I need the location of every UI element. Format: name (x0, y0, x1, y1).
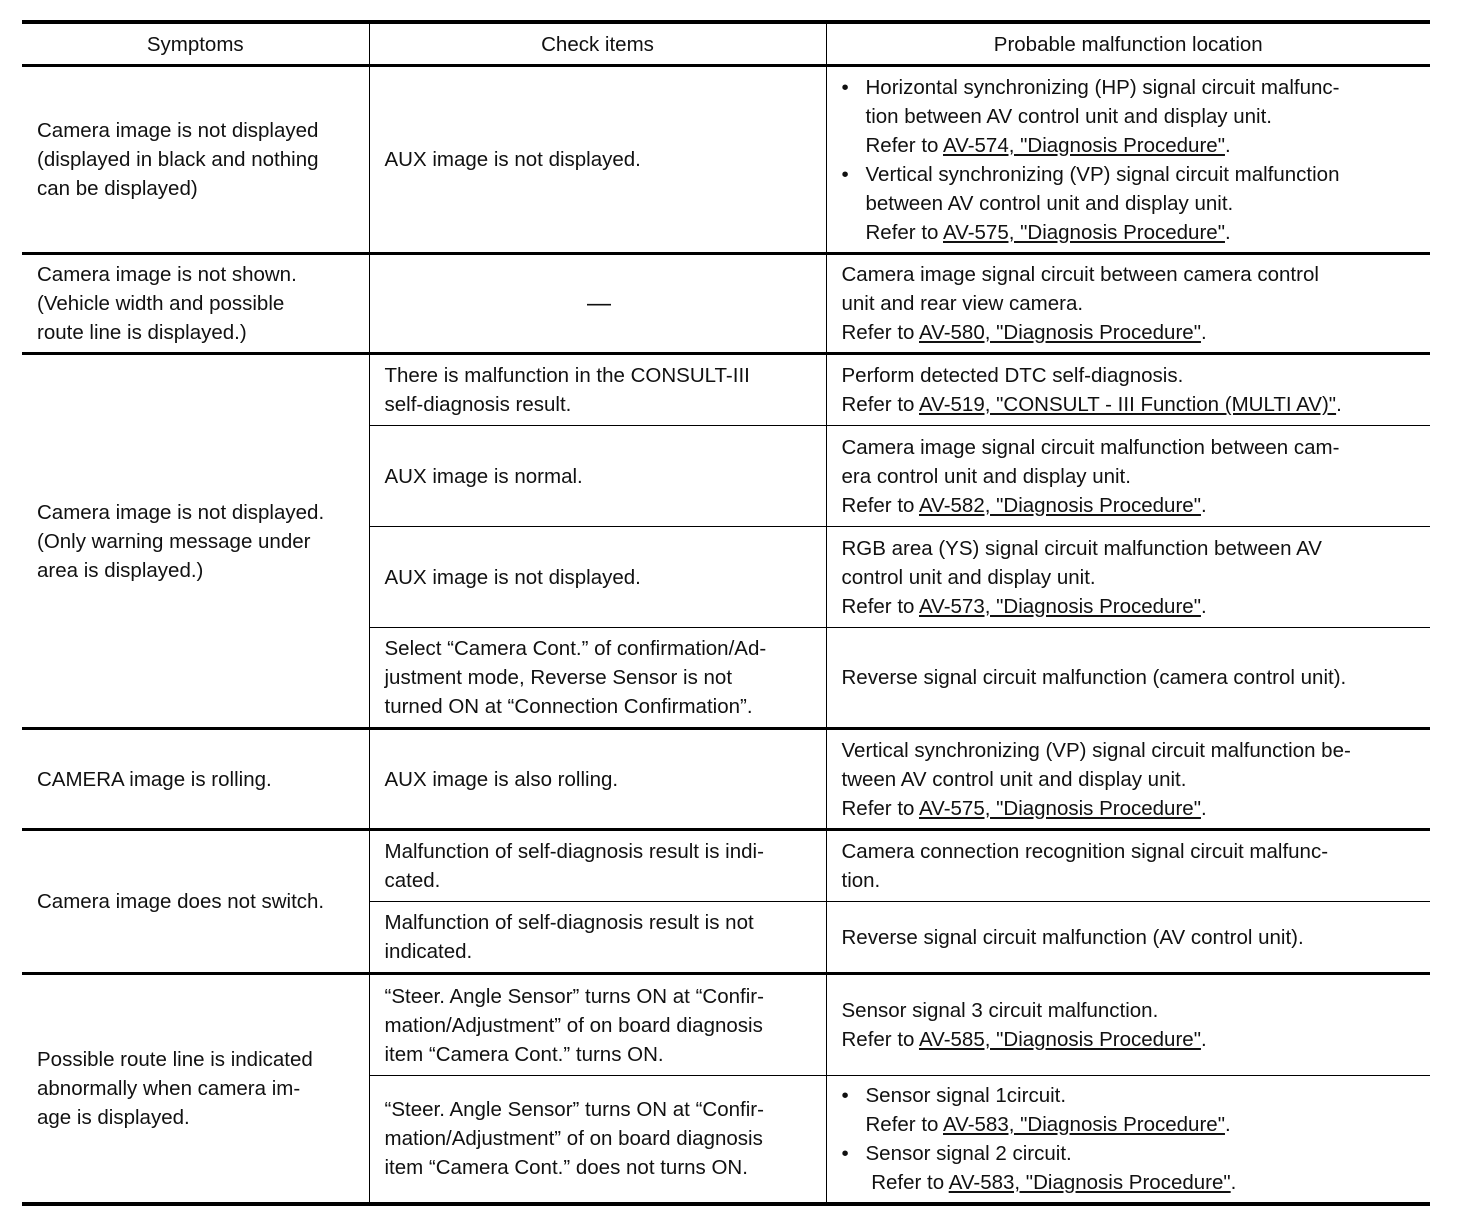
bullet-list (842, 1081, 1419, 1197)
location-cell: Reverse signal circuit malfunction (AV control unit). (826, 902, 1430, 974)
reference-link[interactable]: AV-585, "Diagnosis Procedure" (919, 1028, 1201, 1051)
header-probable-location: Probable malfunction location (826, 22, 1430, 66)
bullet-list (842, 73, 1419, 247)
bullet-item: • Sensor signal 2 circuit. Refer to AV-583, "Diagnosis Procedure". (842, 1139, 1419, 1197)
table-row (22, 254, 1430, 354)
diagnosis-table (22, 20, 1430, 1206)
reference-link[interactable]: AV-580, "Diagnosis Procedure" (919, 321, 1201, 344)
location-cell (826, 1076, 1430, 1204)
location-cell: Reverse signal circuit malfunction (camera control unit). (826, 628, 1430, 729)
check-item-cell: Select “Camera Cont.” of confirmation/Ad- justment mode, Reverse Sensor is not turned ON at “Connection Confirmation”. (369, 628, 826, 729)
check-item-cell: “Steer. Angle Sensor” turns ON at “Confir- mation/Adjustment” of on board diagnosis item “Camera Cont.” turns ON. (369, 974, 826, 1076)
reference-link[interactable]: AV-573, "Diagnosis Procedure" (919, 594, 1201, 618)
check-item-cell: AUX image is not displayed. (369, 527, 826, 628)
bullet-item: • Horizontal synchronizing (HP) signal circuit malfunc- tion between AV control unit and display unit. Refer to AV-574, "Diagnosis Procedure". (842, 73, 1419, 160)
check-item-cell: — (369, 254, 826, 354)
reference-link[interactable]: AV-575, "Diagnosis Procedure" (919, 796, 1201, 820)
location-cell: Camera image signal circuit malfunction between cam- era control unit and display unit. Refer to AV-582, "Diagnosis Procedure". (826, 426, 1430, 527)
check-item-cell: AUX image is normal. (369, 426, 826, 527)
location-cell (826, 66, 1430, 254)
check-item-cell: AUX image is also rolling. (369, 729, 826, 830)
location-cell: Vertical synchronizing (VP) signal circuit malfunction be- tween AV control unit and display unit. Refer to AV-575, "Diagnosis Procedure". (826, 729, 1430, 830)
reference-link[interactable]: AV-582, "Diagnosis Procedure" (919, 493, 1201, 517)
reference-link[interactable]: AV-519, "CONSULT - III Function (MULTI AV)" (919, 393, 1337, 416)
table-row (22, 354, 1430, 426)
check-item-cell: Malfunction of self-diagnosis result is not indicated. (369, 902, 826, 974)
header-check-items: Check items (369, 22, 826, 66)
check-item-cell: AUX image is not displayed. (369, 66, 826, 254)
symptom-cell: Camera image is not displayed (displayed in black and nothing can be displayed) (22, 66, 369, 254)
bullet-item: • Vertical synchronizing (VP) signal circuit malfunction between AV control unit and display unit. Refer to AV-575, "Diagnosis Procedure". (842, 160, 1419, 247)
symptom-cell: Camera image does not switch. (22, 830, 369, 974)
location-cell: Sensor signal 3 circuit malfunction. Refer to AV-585, "Diagnosis Procedure". (826, 974, 1430, 1076)
reference-link[interactable]: AV-583, "Diagnosis Procedure" (948, 1170, 1231, 1194)
symptom-cell: Camera image is not shown. (Vehicle width and possible route line is displayed.) (22, 254, 369, 354)
location-cell: Camera image signal circuit between camera control unit and rear view camera. Refer to AV-580, "Diagnosis Procedure". (826, 254, 1430, 354)
location-cell: Camera connection recognition signal circuit malfunc- tion. (826, 830, 1430, 902)
reference-link[interactable]: AV-583, "Diagnosis Procedure" (943, 1112, 1225, 1136)
table-row (22, 974, 1430, 1076)
header-row (22, 22, 1430, 66)
location-cell: RGB area (YS) signal circuit malfunction between AV control unit and display unit. Refer to AV-573, "Diagnosis Procedure". (826, 527, 1430, 628)
header-symptoms: Symptoms (22, 22, 369, 66)
table-row (22, 66, 1430, 254)
check-item-cell: Malfunction of self-diagnosis result is indi- cated. (369, 830, 826, 902)
symptom-cell: Camera image is not displayed. (Only warning message under area is displayed.) (22, 354, 369, 729)
reference-link[interactable]: AV-575, "Diagnosis Procedure" (943, 220, 1225, 244)
table-row (22, 830, 1430, 902)
reference-link[interactable]: AV-574, "Diagnosis Procedure" (943, 133, 1225, 157)
check-item-cell: There is malfunction in the CONSULT-III self-diagnosis result. (369, 354, 826, 426)
location-cell: Perform detected DTC self-diagnosis. Refer to AV-519, "CONSULT - III Function (MULTI AV)". (826, 354, 1430, 426)
symptom-cell: Possible route line is indicated abnormally when camera im- age is displayed. (22, 974, 369, 1204)
table-row (22, 729, 1430, 830)
symptom-cell: CAMERA image is rolling. (22, 729, 369, 830)
bullet-item: • Sensor signal 1circuit. Refer to AV-583, "Diagnosis Procedure". (842, 1081, 1419, 1139)
check-item-cell: “Steer. Angle Sensor” turns ON at “Confir- mation/Adjustment” of on board diagnosis item “Camera Cont.” does not turns ON. (369, 1076, 826, 1204)
